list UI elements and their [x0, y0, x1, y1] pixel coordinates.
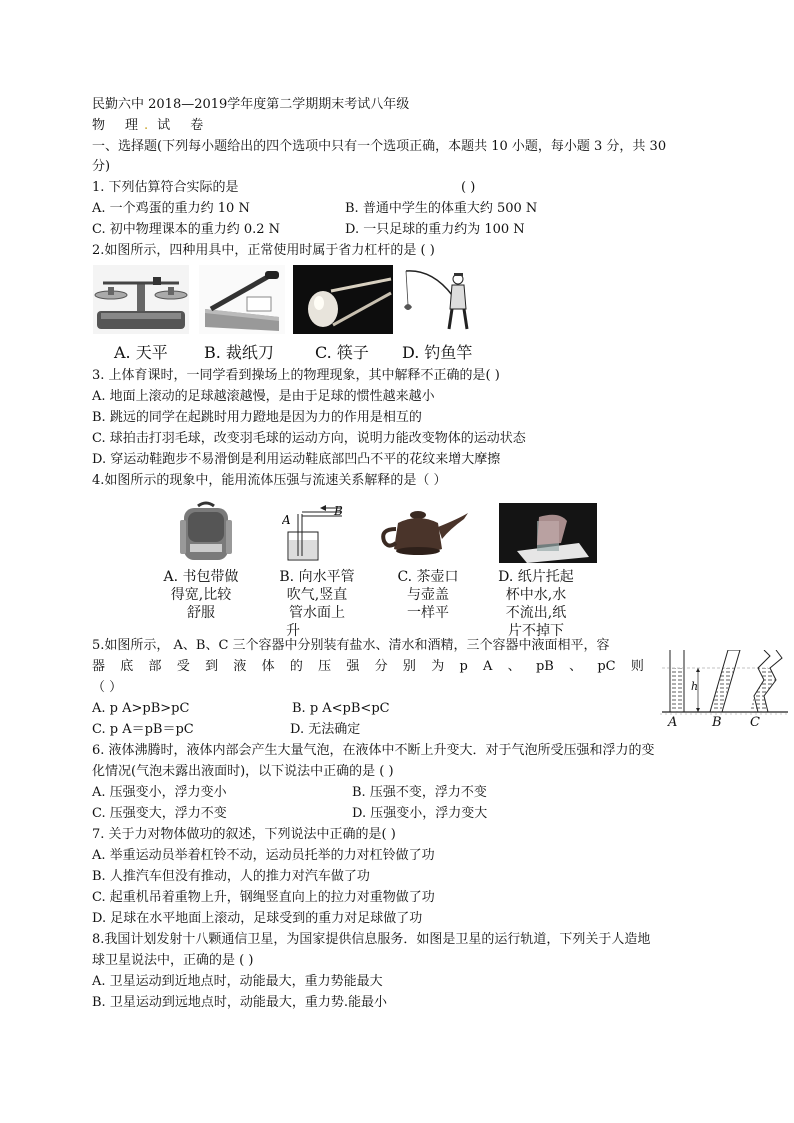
- subject-line: 物 理 .试 卷: [92, 118, 204, 133]
- q6-option-b: B. 压强不变，浮力不变: [352, 785, 487, 800]
- fig-label-c: C: [750, 715, 760, 730]
- teapot-image: [378, 505, 472, 561]
- q2-caption-c: C. 筷子: [315, 343, 369, 362]
- q6-option-a: A. 压强变小，浮力变小: [92, 785, 227, 800]
- q3-option-c: C. 球拍击打羽毛球，改变羽毛球的运动方向，说明力能改变物体的运动状态: [92, 431, 526, 446]
- q1-option-b: B. 普通中学生的体重大约 500 N: [345, 201, 538, 216]
- fishing-rod-image: [402, 265, 478, 334]
- fig-label-b: B: [334, 504, 343, 518]
- q4-caption-d: D. 纸片托起 杯中水,水 不流出,纸 片不掉下: [498, 569, 574, 639]
- q5-option-a: A. p A>pB>pC: [92, 701, 190, 716]
- q4-stem: 4.如图所示的现象中，能用流体压强与流速关系解释的是（ ）: [92, 473, 447, 488]
- containers-figure: [660, 650, 790, 734]
- q2-caption-b: B. 裁纸刀: [204, 343, 274, 362]
- q8-stem-line2: 球卫星说法中，正确的是 ( ): [92, 953, 254, 968]
- q1-option-d: D. 一只足球的重力约为 100 N: [345, 222, 525, 237]
- q6-option-c: C. 压强变大，浮力不变: [92, 806, 227, 821]
- fig-label-b: B: [712, 715, 722, 730]
- backpack-image: [176, 500, 236, 564]
- paper-cutter-image: [199, 265, 285, 334]
- q2-caption-a: A. 天平: [114, 343, 168, 362]
- q8-option-a: A. 卫星运动到近地点时，动能最大，重力势能最大: [92, 974, 383, 989]
- paper-cup-image: [499, 503, 597, 563]
- q6-stem-line2: 化情况(气泡未露出液面时)，以下说法中正确的是 ( ): [92, 764, 394, 779]
- q7-stem: 7. 关于力对物体做功的叙述，下列说法中正确的是( ): [92, 827, 396, 842]
- chopsticks-image: [293, 265, 393, 334]
- fig-label-h: h: [691, 680, 699, 693]
- balance-scale-image: [93, 265, 189, 334]
- tube-experiment-figure: [282, 504, 344, 562]
- q5-option-d: D. 无法确定: [290, 722, 361, 737]
- q4-caption-c: C. 茶壶口 与壶盖 一样平: [397, 569, 459, 621]
- q5-stem-line1: 5.如图所示， A、B、C 三个容器中分别装有盐水、清水和酒精，三个容器中液面相平，容: [92, 638, 610, 653]
- fig-label-a: A: [282, 513, 291, 527]
- q6-option-d: D. 压强变小，浮力变大: [352, 806, 488, 821]
- section-intro-cont: 分): [92, 159, 111, 174]
- q2-stem: 2.如图所示，四种用具中，正常使用时属于省力杠杆的是 ( ): [92, 243, 435, 258]
- q3-option-b: B. 跳远的同学在起跳时用力蹬地是因为力的作用是相互的: [92, 410, 422, 425]
- q8-stem-line1: 8.我国计划发射十八颗通信卫星，为国家提供信息服务．如图是卫星的运行轨道，下列关于人造地: [92, 932, 651, 947]
- q1-option-c: C. 初中物理课本的重力约 0.2 N: [92, 222, 281, 237]
- q4-caption-a: A. 书包带做 得宽,比较 舒服: [163, 569, 239, 621]
- section-intro: 一、选择题(下列每小题给出的四个选项中只有一个选项正确，本题共 10 小题，每小题 3 分，共 30: [92, 139, 667, 154]
- fig-label-a: A: [668, 715, 678, 730]
- q4-caption-b: B. 向水平管 吹气,竖直 管水面上 升: [279, 569, 355, 639]
- q6-stem-line1: 6. 液体沸腾时，液体内部会产生大量气泡，在液体中不断上升变大．对于气泡所受压强和浮力的变: [92, 743, 655, 758]
- exam-title: 民勤六中 2018—2019学年度第二学期期末考试八年级: [92, 97, 410, 112]
- q7-option-d: D. 足球在水平地面上滚动，足球受到的重力对足球做了功: [92, 911, 423, 926]
- q5-option-c: C. p A＝pB＝pC: [92, 722, 194, 737]
- q3-option-d: D. 穿运动鞋跑步不易滑倒是利用运动鞋底部凹凸不平的花纹来增大摩擦: [92, 452, 501, 467]
- q3-option-a: A. 地面上滚动的足球越滚越慢，是由于足球的惯性越来越小: [92, 389, 435, 404]
- dot-mark: .: [144, 118, 158, 133]
- q8-option-b: B. 卫星运动到远地点时，动能最大，重力势.能最小: [92, 995, 387, 1010]
- q2-caption-d: D. 钓鱼竿: [402, 343, 473, 362]
- q1-stem: 1. 下列估算符合实际的是: [92, 180, 239, 195]
- q7-option-a: A. 举重运动员举着杠铃不动，运动员托举的力对杠铃做了功: [92, 848, 435, 863]
- q5-stem-line2: 器 底 部 受 到 液 体 的 压 强 分 别 为 p A 、 pB 、 pC 则: [92, 659, 644, 674]
- q7-option-c: C. 起重机吊着重物上升，钢绳竖直向上的拉力对重物做了功: [92, 890, 435, 905]
- q7-option-b: B. 人推汽车但没有推动，人的推力对汽车做了功: [92, 869, 370, 884]
- q5-answer-paren: （ ）: [92, 680, 123, 695]
- q1-answer-paren: ( ): [461, 180, 476, 195]
- q5-option-b: B. p A<pB<pC: [292, 701, 390, 716]
- q1-option-a: A. 一个鸡蛋的重力约 10 N: [92, 201, 250, 216]
- q3-stem: 3. 上体育课时，一同学看到操场上的物理现象，其中解释不正确的是( ): [92, 368, 500, 383]
